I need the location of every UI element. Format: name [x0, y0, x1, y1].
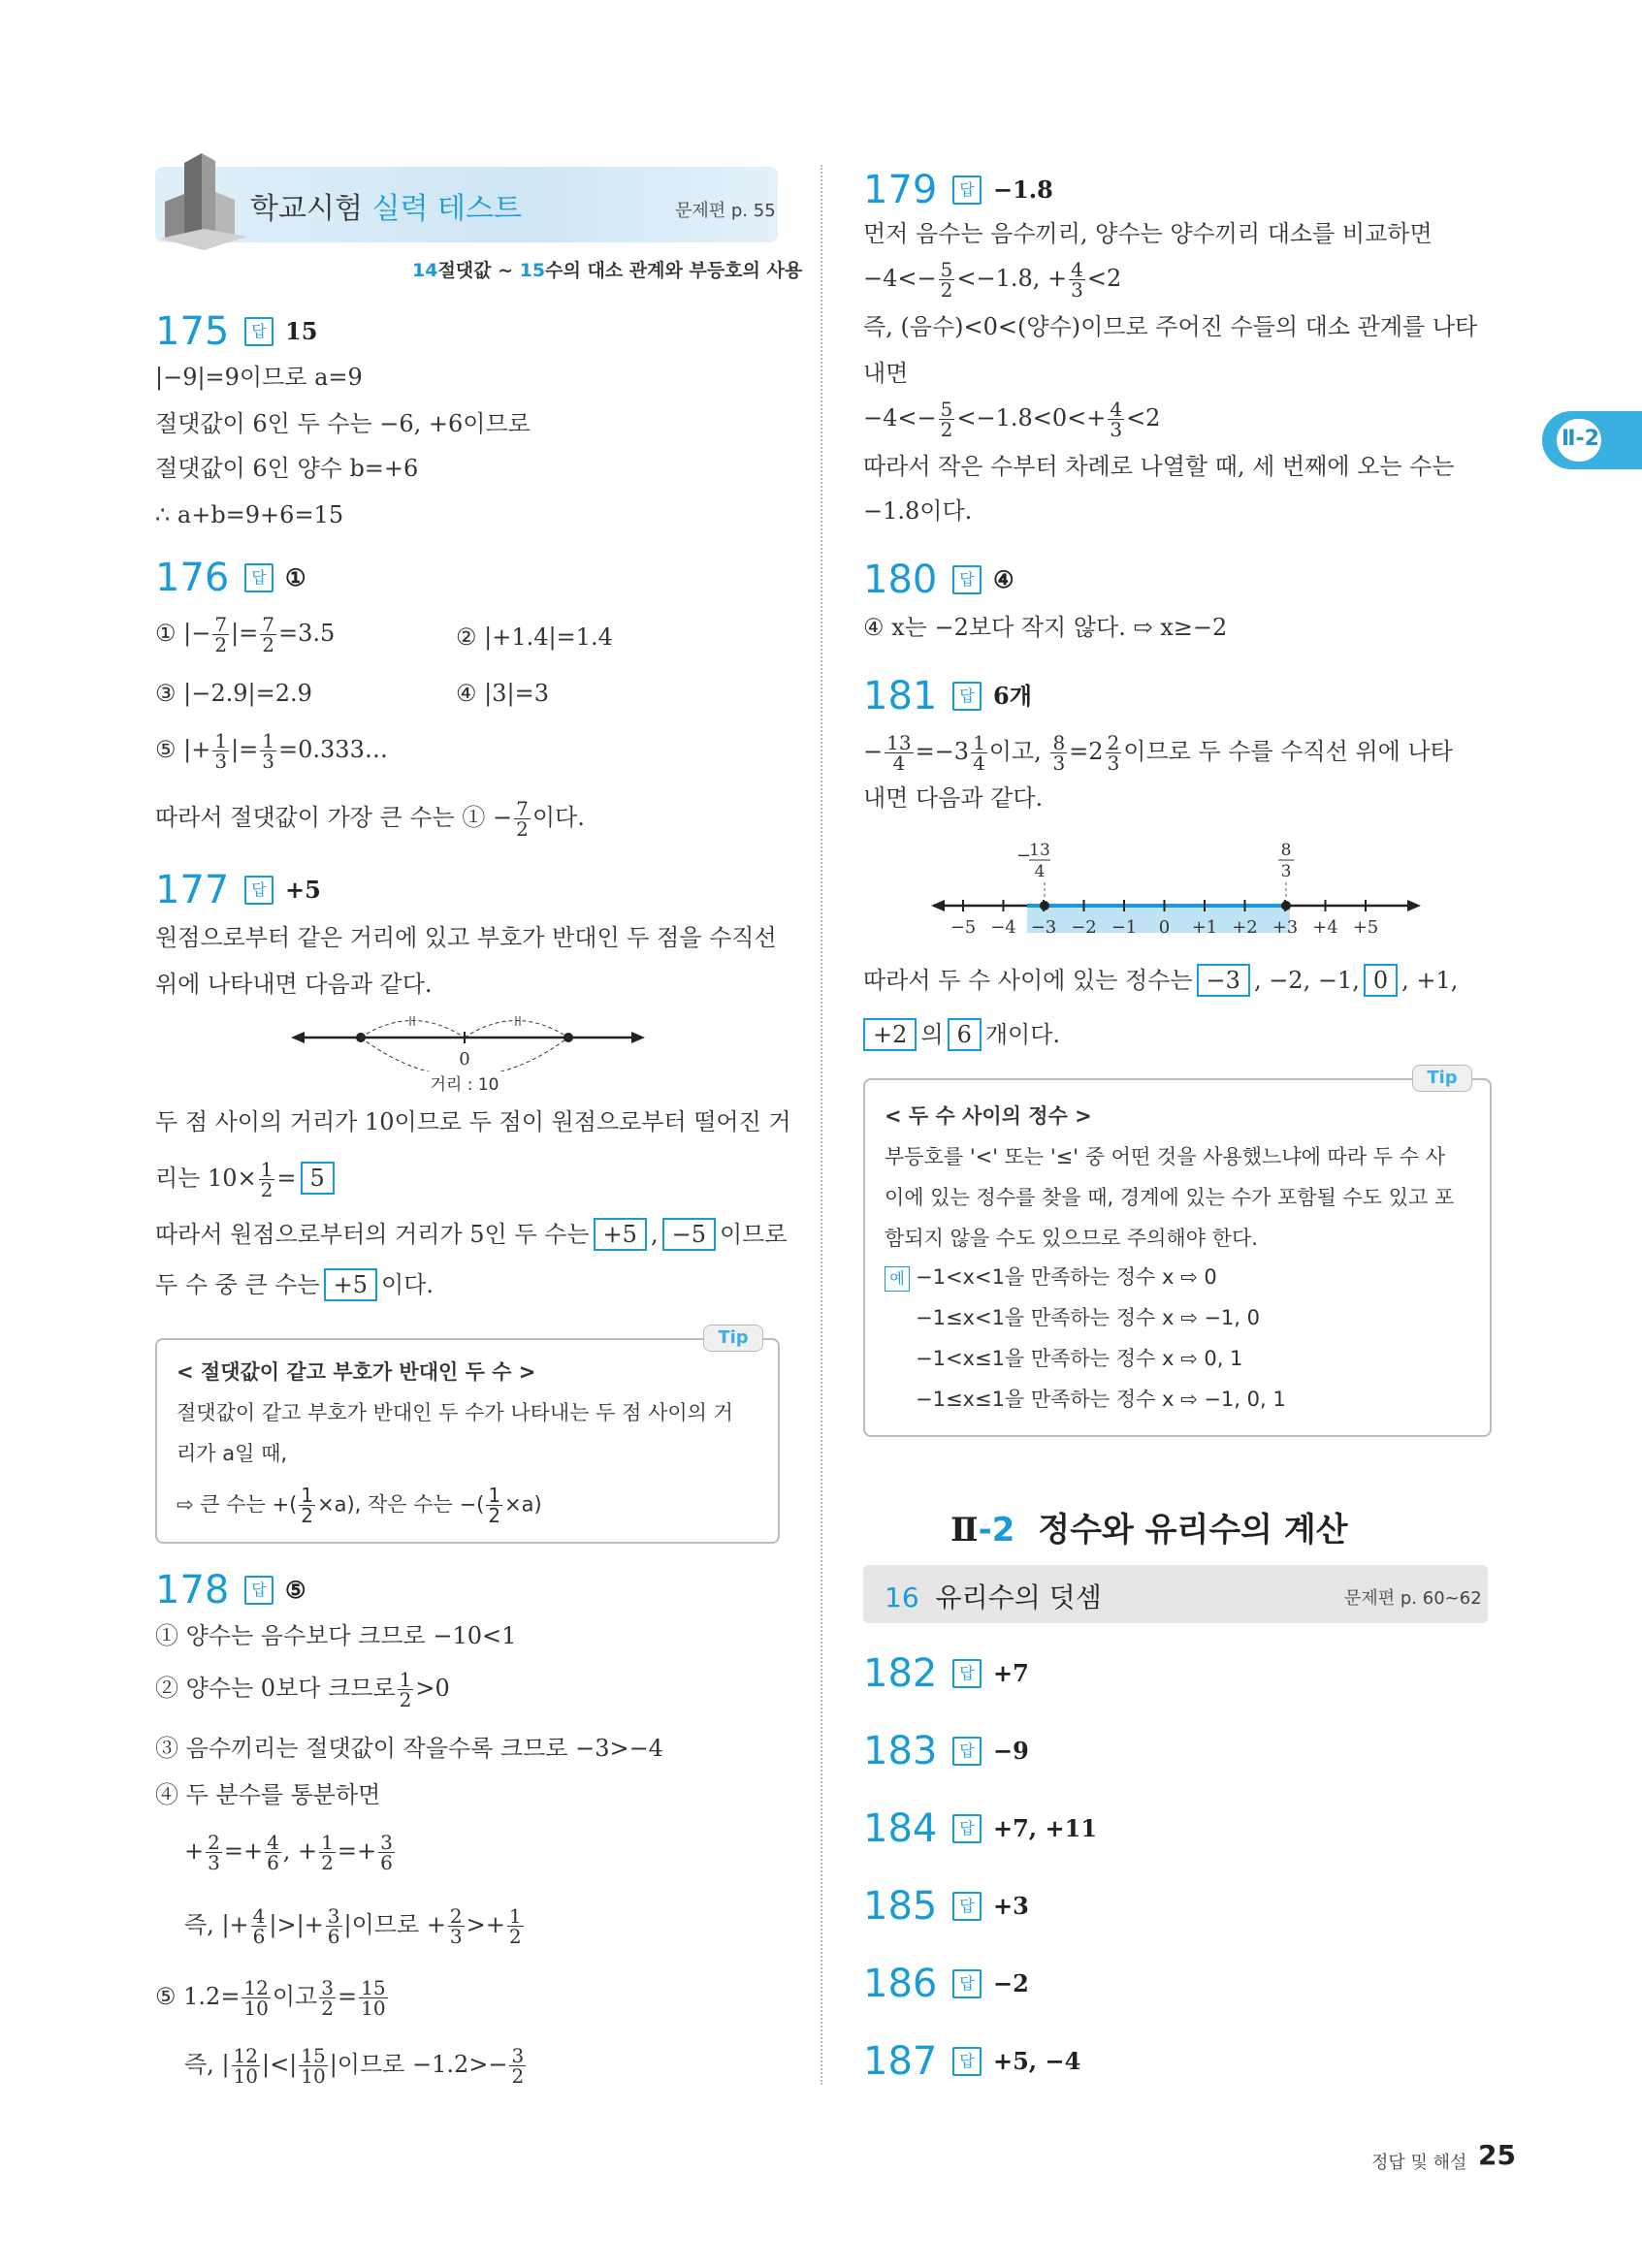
- tip-line2: 이에 있는 정수를 찾을 때, 경계에 있는 수가 포함될 수도 있고 포: [885, 1186, 1455, 1209]
- header-title-prefix: 학교시험: [250, 192, 363, 226]
- fraction: [971, 733, 987, 773]
- text: >0: [415, 1675, 450, 1702]
- fraction: [939, 260, 955, 300]
- fig-right-den: 3: [1280, 862, 1292, 881]
- text: <−1.8<0<+: [956, 404, 1107, 431]
- fraction-num: 7: [262, 613, 275, 636]
- fraction: [448, 1906, 465, 1946]
- fraction-num: 2: [1107, 731, 1120, 754]
- q177-line6: [155, 1268, 434, 1301]
- text: <2: [1086, 265, 1122, 292]
- q177-line5: [155, 1218, 788, 1251]
- q179-line5: [863, 399, 1160, 439]
- fig-distance-label: 거리 : 10: [430, 1075, 499, 1095]
- text: ⇨ 큰 수는 +(: [177, 1492, 298, 1517]
- answer-tag: 답: [952, 565, 982, 594]
- blank-box: 5: [301, 1162, 335, 1195]
- fraction-den: 10: [233, 2064, 258, 2088]
- fraction-num: 4: [1110, 398, 1123, 421]
- text: 따라서 절댓값이 가장 큰 수는 ① −: [155, 804, 513, 831]
- q181-answer: [952, 677, 1032, 716]
- q176-number: 176: [155, 556, 230, 600]
- fraction: [1106, 733, 1122, 773]
- q182-number: 182: [863, 1651, 938, 1696]
- q179-line4: 내면: [863, 360, 909, 387]
- q179-answer: [952, 171, 1053, 209]
- fraction: [398, 1670, 414, 1709]
- tip-example4: −1≤x≤1을 만족하는 정수 x ⇨ −1, 0, 1: [916, 1388, 1286, 1411]
- q178-answer: [244, 1571, 306, 1610]
- subtitle-num1: 14: [412, 260, 438, 281]
- text: 즉, |+: [184, 1911, 249, 1938]
- q181-tip-box: [863, 1078, 1492, 1437]
- q181-number: 181: [863, 674, 938, 719]
- subtitle-num2: 15: [519, 260, 546, 281]
- tick-label: −4: [990, 917, 1016, 938]
- q176-option4: ④ |3|=3: [456, 680, 549, 707]
- answer-tag: 답: [952, 1737, 982, 1766]
- tip-line1: 부등호를 '<' 또는 '≤' 중 어떤 것을 사용했느냐에 따라 두 수 사: [885, 1145, 1446, 1168]
- q179-line1: 먼저 음수는 음수끼리, 양수는 양수끼리 대소를 비교하면: [863, 220, 1433, 247]
- q182-answer: [952, 1654, 1029, 1693]
- q175-line2: 절댓값이 6인 두 수는 −6, +6이므로: [155, 410, 531, 437]
- text: 즉, |: [184, 2051, 230, 2078]
- q186-answer: [952, 1965, 1029, 2003]
- fraction-den: 2: [940, 418, 953, 441]
- q181-line4: [859, 1018, 1060, 1051]
- q175-line4: ∴ a+b=9+6=15: [155, 501, 344, 528]
- fraction: [251, 1906, 268, 1946]
- answer-tag: 답: [952, 1814, 982, 1843]
- q178-line1: ① 양수는 음수보다 크므로 −10<1: [155, 1622, 517, 1649]
- q179-line7: −1.8이다.: [863, 497, 973, 525]
- tick-label: +3: [1272, 917, 1299, 938]
- q178-line6: [184, 1906, 526, 1946]
- q186-number: 186: [863, 1962, 938, 2006]
- fraction-den: 2: [260, 1178, 274, 1201]
- q178-line2: [155, 1670, 450, 1709]
- section-num: -2: [978, 1511, 1015, 1549]
- text: |=: [231, 736, 259, 763]
- tip-example3: −1<x≤1을 만족하는 정수 x ⇨ 0, 1: [916, 1347, 1243, 1370]
- fraction-den: 3: [1107, 751, 1120, 775]
- fraction-den: 2: [321, 1996, 334, 2020]
- q181-line3: [863, 964, 1458, 997]
- q180-answer: [952, 560, 1014, 599]
- fraction: [206, 1833, 222, 1872]
- fig-right-num: 8: [1280, 841, 1292, 860]
- fraction: [326, 1906, 342, 1946]
- answer-value: −2: [993, 1969, 1029, 1997]
- answer-value: 15: [285, 317, 318, 345]
- fraction-den: 3: [208, 1851, 220, 1874]
- fraction: [359, 1978, 387, 2018]
- answer-tag: 답: [244, 876, 274, 905]
- text: >+: [466, 1911, 505, 1938]
- fraction-num: 12: [233, 2044, 258, 2067]
- fraction-den: 2: [516, 817, 529, 841]
- header-title: [250, 184, 522, 227]
- text: ×a): [504, 1492, 542, 1517]
- tip-title: < 절댓값이 같고 부호가 반대인 두 수 >: [177, 1360, 536, 1384]
- text: , +1,: [1401, 967, 1459, 994]
- q180-number: 180: [863, 558, 938, 602]
- fraction: [1069, 260, 1085, 300]
- answer-value: +7: [993, 1659, 1029, 1687]
- subsection-title: [885, 1577, 1102, 1615]
- header-ref: 문제편 p. 55: [675, 201, 776, 221]
- text: 두 수 중 큰 수는: [155, 1271, 320, 1298]
- tip-tag: Tip: [1412, 1065, 1472, 1092]
- answer-value: +5, −4: [993, 2047, 1081, 2075]
- blank-box: +5: [594, 1218, 647, 1251]
- blank-box: 0: [1364, 964, 1398, 997]
- blank-box: −3: [1197, 964, 1250, 997]
- fraction-den: 3: [449, 1925, 463, 1948]
- fraction-num: 1: [260, 1158, 274, 1181]
- text: 따라서 원점으로부터의 거리가 5인 두 수는: [155, 1221, 590, 1248]
- fraction-num: 4: [1071, 258, 1083, 281]
- building-icon: [155, 144, 252, 250]
- text: ⑤ |+: [155, 736, 211, 763]
- fraction: [509, 2046, 526, 2086]
- q181-line2: 내면 다음과 같다.: [863, 784, 1044, 812]
- answer-tag: 답: [244, 563, 274, 592]
- tip-line3: 함되지 않을 수도 있으므로 주의해야 한다.: [885, 1227, 1258, 1250]
- q175-number: 175: [155, 309, 230, 354]
- fraction: [212, 615, 229, 655]
- q177-line1: 원점으로부터 같은 거리에 있고 부호가 반대인 두 점을 수직선: [155, 924, 777, 951]
- text: 따라서 두 수 사이에 있는 정수는: [863, 967, 1193, 994]
- tick-label: −3: [1030, 917, 1057, 938]
- fraction-num: 1: [321, 1831, 334, 1854]
- fraction: [265, 1833, 281, 1872]
- fraction-num: 13: [886, 731, 912, 754]
- subsection-ref: 문제편 p. 60~62: [1344, 1588, 1482, 1609]
- q181-number-line: [931, 836, 1426, 942]
- fraction-num: 12: [243, 1976, 269, 1999]
- q179-line2: [863, 260, 1121, 300]
- subtitle-text2: 수의 대소 관계와 부등호의 사용: [545, 260, 803, 281]
- fraction: [885, 733, 913, 773]
- text: |=: [231, 620, 259, 647]
- answer-value: +3: [993, 1892, 1029, 1920]
- fraction-den: 3: [262, 750, 275, 773]
- fraction-den: 2: [488, 1504, 501, 1527]
- text: =+: [223, 1837, 264, 1865]
- q183-number: 183: [863, 1729, 938, 1773]
- q178-line8: [184, 2046, 528, 2086]
- fraction-den: 10: [301, 2064, 326, 2088]
- fraction-num: 8: [1052, 731, 1066, 754]
- section-name: 정수와 유리수의 계산: [1038, 1511, 1348, 1549]
- subsection-num: 16: [885, 1581, 919, 1613]
- text: 의: [920, 1021, 944, 1048]
- fraction-num: 7: [516, 797, 529, 820]
- q180-line1: ④ x는 −2보다 작지 않다. ⇨ x≥−2: [863, 614, 1228, 641]
- fraction: [259, 1160, 275, 1199]
- answer-tag: 답: [952, 1892, 982, 1921]
- fraction-den: 2: [508, 1925, 522, 1948]
- tip-example1: −1<x<1을 만족하는 정수 x ⇨ 0: [916, 1265, 1217, 1289]
- answer-tag: 답: [952, 1969, 982, 1998]
- q184-answer: [952, 1809, 1097, 1848]
- q176-option5: [155, 731, 388, 771]
- fraction-num: 15: [301, 2044, 326, 2067]
- q179-line3: 즉, (음수)<0<(양수)이므로 주어진 수들의 대소 관계를 나타: [863, 313, 1478, 340]
- q177-line2: 위에 나타내면 다음과 같다.: [155, 971, 433, 998]
- text: , +: [282, 1837, 318, 1865]
- fraction-den: 6: [252, 1925, 266, 1948]
- q177-number-line: [291, 1008, 650, 1105]
- text: |<|: [261, 2051, 298, 2078]
- fraction: [939, 399, 955, 439]
- q177-line4: [155, 1160, 338, 1199]
- fraction-den: 3: [1110, 418, 1123, 441]
- answer-tag: 답: [952, 682, 982, 711]
- blank-box: +5: [324, 1268, 377, 1301]
- text: 개이다.: [984, 1021, 1061, 1048]
- fraction: [378, 1833, 395, 1872]
- subsection-name: 유리수의 덧셈: [935, 1581, 1102, 1613]
- fraction-num: 1: [301, 1484, 314, 1507]
- answer-tag: 답: [244, 317, 274, 346]
- q181-line1: [863, 733, 1453, 773]
- tip-example2: −1≤x<1을 만족하는 정수 x ⇨ −1, 0: [916, 1306, 1261, 1329]
- text: ② 양수는 0보다 크므로: [155, 1675, 396, 1702]
- fraction-num: 1: [214, 729, 228, 752]
- fraction: [260, 615, 276, 655]
- fraction-den: 2: [940, 278, 953, 302]
- fraction-den: 2: [321, 1851, 334, 1874]
- text: =2: [1069, 738, 1104, 765]
- text: −4<−: [863, 265, 937, 292]
- answer-tag: 답: [244, 1576, 274, 1605]
- text: ① |−: [155, 620, 211, 647]
- fraction-num: 7: [214, 613, 228, 636]
- tip-tag: Tip: [703, 1325, 763, 1352]
- subtitle-text1: 절댓값 ~: [437, 260, 514, 281]
- fraction-num: 3: [321, 1976, 334, 1999]
- answer-value: ⑤: [285, 1576, 306, 1604]
- text: −4<−: [863, 404, 937, 431]
- fraction-den: 10: [243, 1996, 269, 2020]
- fraction-den: 4: [973, 751, 985, 775]
- answer-value: ①: [285, 563, 306, 591]
- q176-option1: [155, 615, 335, 655]
- page-number: 25: [1478, 2139, 1516, 2171]
- text: 이다.: [381, 1271, 435, 1298]
- answer-value: +5: [285, 876, 321, 904]
- q178-line4: ④ 두 분수를 통분하면: [155, 1781, 381, 1808]
- tick-label: +2: [1232, 917, 1258, 938]
- tick-label: 0: [1158, 917, 1171, 938]
- fraction-num: 3: [380, 1831, 393, 1854]
- q178-line7: [155, 1978, 390, 2018]
- fraction: [507, 1906, 524, 1946]
- fraction-den: 2: [262, 633, 275, 656]
- text: 이고,: [988, 738, 1042, 765]
- text: |>|+: [269, 1911, 324, 1938]
- fraction-num: 3: [327, 1904, 340, 1928]
- q178-number: 178: [155, 1568, 230, 1613]
- q179-number: 179: [863, 168, 938, 212]
- fraction-den: 3: [1071, 278, 1083, 302]
- tick-label: −1: [1111, 917, 1138, 938]
- q176-option3: ③ |−2.9|=2.9: [155, 680, 312, 707]
- fraction: [232, 2046, 260, 2086]
- answer-tag: 답: [952, 2047, 982, 2076]
- q178-line5: [184, 1833, 397, 1872]
- fraction-den: 6: [327, 1925, 340, 1948]
- section-roman: Ⅱ: [950, 1511, 979, 1549]
- answer-value: −1.8: [993, 176, 1053, 204]
- fraction-num: 2: [449, 1904, 463, 1928]
- fraction: [241, 1978, 270, 2018]
- fraction-num: 4: [252, 1904, 266, 1928]
- fraction: [514, 799, 531, 839]
- tick-label: −5: [950, 917, 977, 938]
- q187-number: 187: [863, 2039, 938, 2084]
- fraction-num: 1: [488, 1484, 501, 1507]
- q175-answer: [244, 312, 317, 351]
- q176-option2: ② |+1.4|=1.4: [456, 623, 613, 651]
- text: ⑤ 1.2=: [155, 1983, 241, 2010]
- fraction-num: 1: [262, 729, 275, 752]
- text: =0.333…: [278, 736, 388, 763]
- header-title-accent: 실력 테스트: [371, 192, 522, 226]
- fraction: [299, 1485, 315, 1525]
- fraction-den: 2: [214, 633, 228, 656]
- fig-left-num: 13: [1029, 841, 1050, 860]
- fraction-den: 10: [361, 1996, 386, 2020]
- text: 이고: [272, 1983, 318, 2010]
- text: , −2, −1,: [1253, 967, 1360, 994]
- text: 이므로: [719, 1221, 788, 1248]
- fraction-den: 6: [267, 1851, 279, 1874]
- fraction-num: 4: [267, 1831, 279, 1854]
- fraction-num: 15: [361, 1976, 386, 1999]
- fraction-num: 1: [508, 1904, 522, 1928]
- q185-number: 185: [863, 1884, 938, 1929]
- fig-left-den: 4: [1034, 862, 1046, 881]
- tip-line3: [177, 1485, 542, 1525]
- text: |이므로 −1.2>−: [329, 2051, 508, 2078]
- fraction-den: 4: [892, 751, 906, 775]
- text: =+: [337, 1837, 377, 1865]
- q183-answer: [952, 1732, 1029, 1771]
- tip-line1: 절댓값이 같고 부호가 반대인 두 수가 나타내는 두 점 사이의 거: [177, 1401, 733, 1424]
- fraction-den: 3: [1052, 751, 1066, 775]
- fraction-num: 5: [940, 398, 953, 421]
- text: −: [863, 738, 884, 765]
- fraction: [212, 731, 229, 771]
- tick-label: +5: [1352, 917, 1379, 938]
- fraction-den: 2: [399, 1688, 412, 1711]
- text: 이므로 두 수를 수직선 위에 나타: [1123, 738, 1453, 765]
- fraction-num: 2: [208, 1831, 220, 1854]
- q176-conclusion: [155, 799, 585, 839]
- tick-label: +4: [1312, 917, 1338, 938]
- q177-number: 177: [155, 868, 230, 912]
- example-tag: 예: [885, 1266, 910, 1292]
- q178-line3: ③ 음수끼리는 절댓값이 작을수록 크므로 −3>−4: [155, 1735, 663, 1762]
- answer-tag: 답: [952, 1659, 982, 1688]
- fig-left-sign: −: [1016, 846, 1032, 866]
- header-subtitle: [412, 256, 802, 282]
- fraction-num: 3: [511, 2044, 525, 2067]
- footer-label: 정답 및 해설: [1371, 2153, 1467, 2173]
- chapter-tab-text: Ⅱ-2: [1562, 427, 1599, 451]
- text: +: [184, 1837, 205, 1865]
- fraction: [260, 731, 276, 771]
- q175-line3: 절댓값이 6인 양수 b=+6: [155, 455, 419, 482]
- fraction: [319, 1978, 336, 2018]
- text: ×a), 작은 수는 −(: [317, 1492, 485, 1517]
- tip-line2: 리가 a일 때,: [177, 1442, 288, 1465]
- fraction-den: 2: [301, 1504, 314, 1527]
- blank-box: −5: [662, 1218, 716, 1251]
- text: =: [276, 1165, 297, 1192]
- text: 리는 10×: [155, 1165, 257, 1192]
- fraction: [299, 2046, 327, 2086]
- answer-tag: 답: [952, 176, 982, 205]
- fraction-den: 6: [380, 1851, 393, 1874]
- section-title: [950, 1503, 1348, 1550]
- column-divider: [821, 165, 822, 2085]
- blank-box: +2: [863, 1018, 917, 1051]
- answer-value: +7, +11: [993, 1814, 1098, 1842]
- text: =: [337, 1983, 358, 2010]
- q184-number: 184: [863, 1806, 938, 1851]
- text: =3.5: [278, 620, 336, 647]
- fraction-num: 1: [973, 731, 985, 754]
- fraction: [1050, 733, 1067, 773]
- fig-zero-label: 0: [459, 1049, 470, 1070]
- text: =−3: [915, 738, 970, 765]
- fraction-num: 1: [399, 1668, 412, 1691]
- answer-value: −9: [993, 1737, 1029, 1765]
- tick-label: −2: [1071, 917, 1097, 938]
- q187-answer: [952, 2042, 1080, 2081]
- blank-box: 6: [948, 1018, 982, 1051]
- text: <2: [1126, 404, 1161, 431]
- q176-answer: [244, 559, 306, 597]
- fraction: [1108, 399, 1124, 439]
- fraction-num: 5: [940, 258, 953, 281]
- q177-answer: [244, 871, 321, 910]
- q177-line3: 두 점 사이의 거리가 10이므로 두 점이 원점으로부터 떨어진 거: [155, 1108, 791, 1135]
- tick-label: +1: [1191, 917, 1218, 938]
- fraction-den: 3: [214, 750, 228, 773]
- tip-title: < 두 수 사이의 정수 >: [885, 1104, 1092, 1128]
- q175-line1: |−9|=9이므로 a=9: [155, 364, 363, 391]
- answer-value: 6개: [993, 682, 1032, 710]
- text: 이다.: [531, 804, 585, 831]
- fraction: [319, 1833, 336, 1872]
- fraction-den: 2: [511, 2064, 525, 2088]
- text: <−1.8, +: [956, 265, 1068, 292]
- fraction: [486, 1485, 502, 1525]
- q179-line6: 따라서 작은 수부터 차례로 나열할 때, 세 번째에 오는 수는: [863, 453, 1455, 480]
- text: ,: [650, 1221, 659, 1248]
- q185-answer: [952, 1887, 1029, 1926]
- answer-value: ④: [993, 565, 1014, 593]
- text: |이므로 +: [343, 1911, 446, 1938]
